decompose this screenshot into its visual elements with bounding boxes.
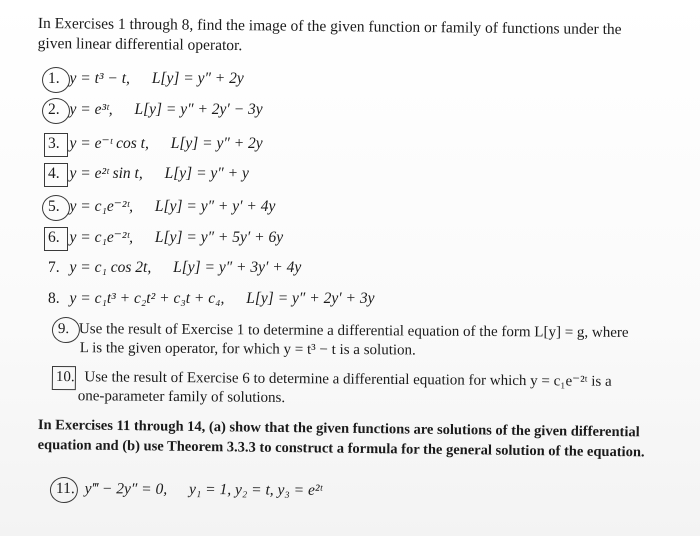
exercise-7 <box>48 259 301 277</box>
exercise-instructions-2: In Exercises 11 through 14, (a) show that the given functions are solutions of the given differential equation and (b) use Theorem 3.3.3 to construct a formula for the general solution of the equation. <box>37 416 645 461</box>
exercise-number: 1. <box>48 70 60 87</box>
exercise-function: y = c₁ cos 2t, <box>69 259 152 276</box>
exercise-number: 7. <box>48 259 60 276</box>
exercise-number: 10. <box>55 368 75 386</box>
exercise-5 <box>48 197 275 216</box>
exercise-11 <box>56 480 322 500</box>
exercise-number: 2. <box>48 101 60 118</box>
exercise-operator: L[y] = y″ + 2y′ − 3y <box>134 101 263 118</box>
exercise-3 <box>48 134 263 153</box>
exercise-function: y = c₁e⁻²ᵗ, <box>69 229 134 246</box>
exercise-number: 5. <box>48 198 60 215</box>
exercise-text-line: one-parameter family of solutions. <box>77 388 286 407</box>
exercise-number: 11. <box>55 480 75 498</box>
exercise-2 <box>48 101 263 119</box>
exercise-function: y = t³ − t, <box>69 70 130 87</box>
exercise-operator: L[y] = y″ + 5y′ + 6y <box>154 229 284 246</box>
exercise-operator: L[y] = y″ + 2y <box>170 135 263 152</box>
exercise-operator: L[y] = y″ + 2y <box>151 70 244 87</box>
exercise-function: y = e³ᵗ, <box>69 101 113 118</box>
exercise-text-line: L is the given operator, for which y = t³ − t is a solution. <box>79 340 416 359</box>
exercise-text-line: Use the result of Exercise 6 to determine a differential equation for which y = c₁e⁻²ᵗ is a <box>84 369 612 390</box>
exercise-function: y = e⁻ᵗ cos t, <box>69 135 149 152</box>
exercise-instructions: In Exercises 1 through 8, find the image of the given function or family of functions under the given linear differential operator. <box>37 14 622 55</box>
exercise-9 <box>58 320 658 362</box>
exercise-number: 8. <box>48 290 60 307</box>
exercise-8 <box>48 290 374 308</box>
exercise-number: 4. <box>48 165 60 182</box>
exercise-function: y = c₁e⁻²ᵗ, <box>69 198 134 215</box>
exercise-1 <box>48 70 244 88</box>
exercise-operator: L[y] = y″ + y <box>164 165 249 182</box>
exercise-10 <box>56 368 656 411</box>
exercise-number: 9. <box>57 320 70 338</box>
exercise-operator: L[y] = y″ + 2y′ + 3y <box>246 290 375 307</box>
exercise-text-line: Use the result of Exercise 1 to determine a differential equation of the form L[y] = g, where <box>78 321 629 341</box>
exercise-function: y = e²ᵗ sin t, <box>69 165 143 182</box>
exercise-number: 6. <box>48 229 60 246</box>
exercise-operator: L[y] = y″ + y′ + 4y <box>154 198 276 215</box>
exercise-4 <box>48 165 249 183</box>
exercise-solutions: y₁ = 1, y₂ = t, y₃ = e²ᵗ <box>188 480 323 499</box>
exercise-equation: y‴ − 2y″ = 0, <box>84 480 168 498</box>
exercise-operator: L[y] = y″ + 3y′ + 4y <box>173 259 302 276</box>
exercise-6 <box>48 228 283 247</box>
exercise-function: y = c₁t³ + c₂t² + c₃t + c₄, <box>69 290 225 307</box>
exercise-number: 3. <box>48 135 60 152</box>
